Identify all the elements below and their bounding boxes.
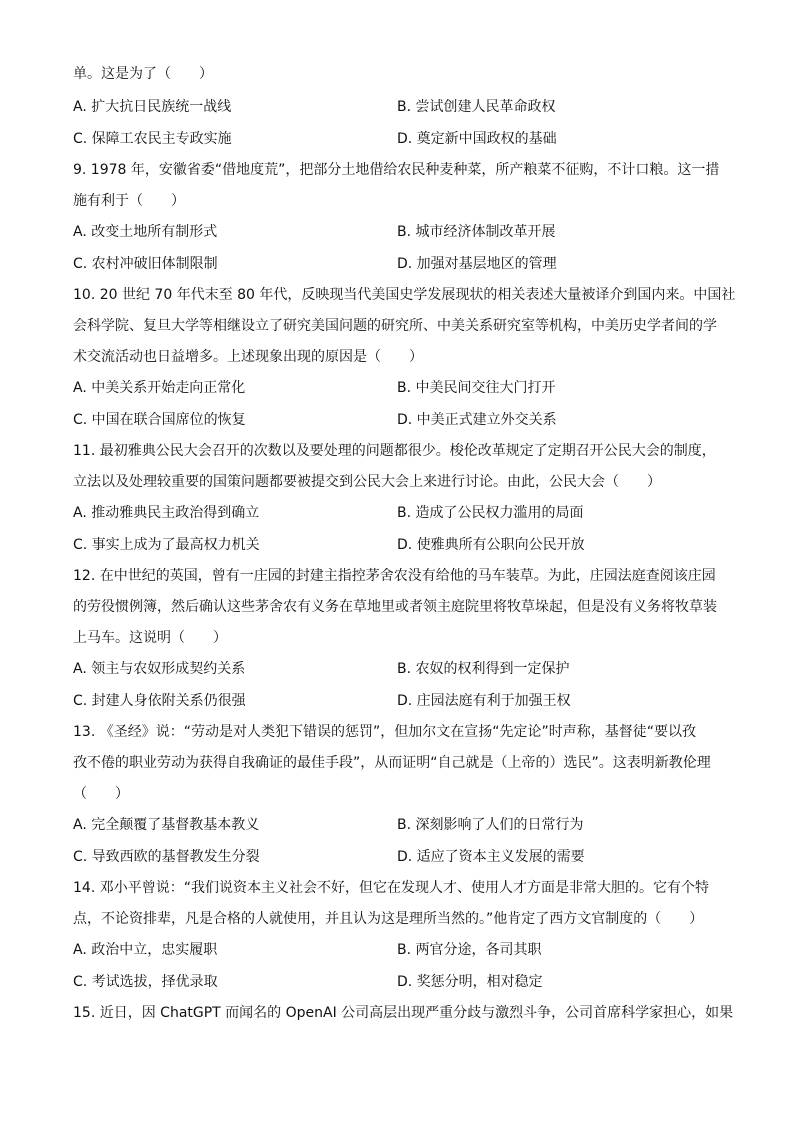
q14-stem-line-2: 点，不论资排辈，凡是合格的人就使用，并且认为这是理所当然的。”他肯定了西方文官制度的（ ）: [73, 911, 704, 927]
q8-option-d: D. 奠定新中国政权的基础: [397, 131, 557, 147]
q9-option-a: A. 改变土地所有制形式: [73, 224, 218, 240]
q14-option-c: C. 考试选拔，择优录取: [73, 974, 218, 990]
q13-option-d: D. 适应了资本主义发展的需要: [397, 849, 585, 865]
q10-option-c: C. 中国在联合国席位的恢复: [73, 412, 246, 428]
q13-stem-line-2: 孜不倦的职业劳动为获得自我确证的最佳手段”，从而证明“自己就是（上帝的）选民”。这表明新教伦理: [73, 755, 711, 771]
q10-stem-line-2: 会科学院、复旦大学等相继设立了研究美国问题的研究所、中美关系研究室等机构，中美历史学者间的学: [73, 318, 717, 334]
q13-option-c: C. 导致西欧的基督教发生分裂: [73, 849, 260, 865]
q11-option-b: B. 造成了公民权力滥用的局面: [397, 505, 584, 521]
q12-option-a: A. 领主与农奴形成契约关系: [73, 661, 246, 677]
q13-stem-line-1: 13. 《圣经》说：“劳动是对人类犯下错误的惩罚”，但加尔文在宣扬“先定论”时声称，基督徒“要以孜: [73, 724, 696, 740]
q9-stem-line-2: 施有利于（ ）: [73, 193, 185, 209]
q12-option-c: C. 封建人身依附关系仍很强: [73, 693, 246, 709]
q12-option-b: B. 农奴的权利得到一定保护: [397, 661, 570, 677]
q11-option-a: A. 推动雅典民主政治得到确立: [73, 505, 260, 521]
q10-stem-line-1: 10. 20 世纪 70 年代末至 80 年代，反映现当代美国史学发展现状的相关表述大量被译介到国内来。中国社: [73, 287, 736, 303]
q10-option-d: D. 中美正式建立外交关系: [397, 412, 557, 428]
q14-option-a: A. 政治中立，忠实履职: [73, 942, 218, 958]
q14-option-d: D. 奖惩分明，相对稳定: [397, 974, 543, 990]
q12-option-d: D. 庄园法庭有利于加强王权: [397, 693, 571, 709]
q9-option-b: B. 城市经济体制改革开展: [397, 224, 556, 240]
q13-option-a: A. 完全颠覆了基督教基本教义: [73, 817, 260, 833]
q11-option-c: C. 事实上成为了最高权力机关: [73, 537, 260, 553]
q11-stem-line-2: 立法以及处理较重要的国策问题都要被提交到公民大会上来进行讨论。由此，公民大会（ ）: [73, 474, 661, 490]
q8-option-b: B. 尝试创建人民革命政权: [397, 99, 556, 115]
q15-stem-line-1: 15. 近日，因 ChatGPT 而闻名的 OpenAI 公司高层出现严重分歧与激烈斗争，公司首席科学家担心，如果: [73, 1005, 734, 1021]
q9-option-c: C. 农村冲破旧体制限制: [73, 256, 218, 272]
q8-option-a: A. 扩大抗日民族统一战线: [73, 99, 232, 115]
q13-option-b: B. 深刻影响了人们的日常行为: [397, 817, 584, 833]
question-8-stem-end: 单。这是为了（ ）: [73, 66, 213, 82]
q11-stem-line-1: 11. 最初雅典公民大会召开的次数以及要处理的问题都很少。梭伦改革规定了定期召开公民大会的制度，: [73, 443, 716, 459]
q12-stem-line-3: 上马车。这说明（ ）: [73, 630, 227, 646]
q14-stem-line-1: 14. 邓小平曾说：“我们说资本主义社会不好，但它在发现人才、使用人才方面是非常大胆的。它有个特: [73, 880, 709, 896]
q9-stem-line-1: 9. 1978 年，安徽省委“借地度荒”，把部分土地借给农民种麦种菜，所产粮菜不征购，不计口粮。这一措: [73, 162, 720, 178]
q12-stem-line-2: 的劳役惯例簿，然后确认这些茅舍农有义务在草地里或者领主庭院里将牧草垛起，但是没有义务将牧草装: [73, 599, 717, 615]
q11-option-d: D. 使雅典所有公职向公民开放: [397, 537, 585, 553]
q10-stem-line-3: 术交流活动也日益增多。上述现象出现的原因是（ ）: [73, 349, 423, 365]
q13-stem-line-3: （ ）: [73, 786, 129, 802]
q10-option-a: A. 中美关系开始走向正常化: [73, 380, 246, 396]
q14-option-b: B. 两官分途，各司其职: [397, 942, 542, 958]
q9-option-d: D. 加强对基层地区的管理: [397, 256, 557, 272]
q12-stem-line-1: 12. 在中世纪的英国，曾有一庄园的封建主指控茅舍农没有给他的马车装草。为此，庄园法庭查阅该庄园: [73, 568, 716, 584]
q10-option-b: B. 中美民间交往大门打开: [397, 380, 556, 396]
q8-option-c: C. 保障工农民主专政实施: [73, 131, 232, 147]
